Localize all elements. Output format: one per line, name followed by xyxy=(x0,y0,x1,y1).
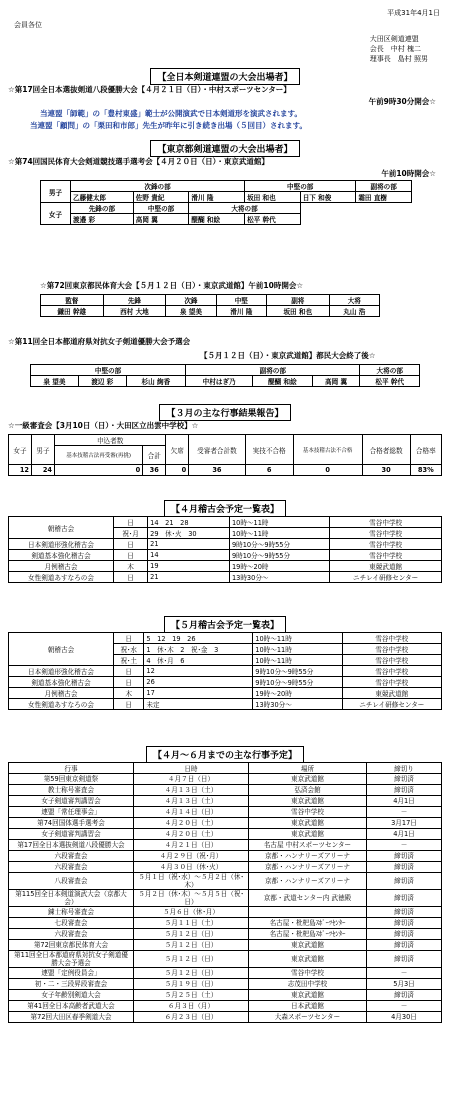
may-title: 【５月稽古会予定一覧表】 xyxy=(0,616,450,633)
schedule-title: 【４月～６月までの主な行事予定】 xyxy=(0,746,450,763)
may-table: 朝稽古会 日 5 12 19 26 10時～11時 雪谷中学校 祝･水 1 休･木 2 祝･金 3 10時～11時 雪谷中学校 祝･土 4 休･月 6 10時～11時 雪谷中学校 日本剣道形強化稽古会 日 12 9時10分～9時55分 雪谷中学校 剣道基本強化稽古会 日 26 9時10分～9時55分 雪谷中学校 月例稽古会 木 17 19時～20時 東競武道館 女性剣道あすなろの会 日 未定 13時30分～ ニチレイ研修センター xyxy=(8,632,442,710)
sec5-title: 【３月の主な行事結果報告】 xyxy=(0,404,450,421)
sec2-table: 男子 次鋒の部 中堅の部 副将の部 乙藤健太郎 佐野 貴紀 滑川 隆 坂田 和也 日下 和俊 霜田 直樹 女子 先鋒の部 中堅の部 大将の部 渡邉 彩 高岡 翼 醍醐 和絵 松平 幹代 xyxy=(40,180,412,225)
addressee: 会員各位 xyxy=(14,21,42,29)
sec2-event: ☆第74回国民体育大会剣道競技選手選考会【４月２０日（日）・東京武道館】 xyxy=(8,157,269,166)
sec1-start: 午前9時30分開会☆ xyxy=(368,97,436,106)
table-row: 教士称号審査会 ４月１３日（土） 弘済会館 締切済 xyxy=(9,785,442,796)
table-row: 女子年齢別剣道大会 ５月２５日（土） 東京武道館 締切済 xyxy=(9,990,442,1001)
women-label: 女子 xyxy=(41,203,71,225)
table-row: 第59回東京剣道祭 ４月７日（日） 東京武道館 締切済 xyxy=(9,774,442,785)
table-row: 第72回東京都民体育大会 ５月１２日（日） 東京武道館 締切済 xyxy=(9,940,442,951)
table-row: 七段審査会 ５月１１日（土） 名古屋・枇杷島ｽﾎﾟｰﾂｾﾝﾀｰ 締切済 xyxy=(9,918,442,929)
sec5-event: ☆一級審査会【3月10日（日）・大田区立出雲中学校】☆ xyxy=(8,421,199,430)
table-row: 女子剣道審判講習会 ４月２０日（土） 東京武道館 4月1日 xyxy=(9,829,442,840)
sec3-event: ☆第72回東京都民体育大会【５月１２日（日）・東京武道館】午前10時開会☆ xyxy=(40,281,304,290)
sec2-start: 午前10時開会☆ xyxy=(381,169,436,178)
table-row: 女子剣道審判講習会 ４月１３日（土） 東京武道館 4月1日 xyxy=(9,796,442,807)
director-name: 理事長 島村 照男 xyxy=(369,55,428,63)
table-row: 連盟「常任理事会」 ４月１４日（日） 雪谷中学校 － xyxy=(9,807,442,818)
table-row: 第72回大田区春季剣道大会 ６月２３日（日） 大森スポーツセンター 4月30日 xyxy=(9,1012,442,1023)
org-name: 大田区剣道連盟 xyxy=(369,35,419,43)
president-name: 会長 中村 槐二 xyxy=(369,45,421,53)
table-row: 六段審査会 ４月３０日（休･火） 京都・ハンナリーズアリーナ 締切済 xyxy=(9,862,442,873)
table-row: 連盟「定例役員会」 ５月１２日（日） 雪谷中学校 － xyxy=(9,968,442,979)
table-row: 第17回全日本選抜剣道八段優勝大会 ４月２１日（日） 名古屋 中村スポーツセンター － xyxy=(9,840,442,851)
table-row: 六段審査会 ４月２９日（祝･月） 京都・ハンナリーズアリーナ 締切済 xyxy=(9,851,442,862)
table-row: 第41回全日本高齢者武道大会 ６月３日（月） 日本武道館 － xyxy=(9,1001,442,1012)
sec4-sub: 【５月１２日（日）・東京武道館】都民大会終了後☆ xyxy=(200,351,376,360)
table-row: 第11回全日本都道府県対抗女子剣道優勝大会予選会 ５月１２日（日） 東京武道館 締切済 xyxy=(9,951,442,968)
table-row: 錬士称号審査会 ５月６日（休･月） 締切済 xyxy=(9,907,442,918)
exam-result-table: 女子 男子 申込者数 欠席 受審者合計数 実技不合格 基本技稽古法不合格 合格者総数 合格率 基本技稽古法再受審(再挑) 合計 12 24 0 36 0 36 6 0 30 83% xyxy=(8,434,442,476)
sec1-event: ☆第17回全日本選抜剣道八段優勝大会【４月２１日（日）・中村スポーツセンター】 xyxy=(8,85,291,94)
table-row: 八段審査会 ５月１日（祝･水）～５月２日（休･木） 京都・ハンナリーズアリーナ 締切済 xyxy=(9,873,442,890)
schedule-table xyxy=(8,762,442,1023)
sec3-table: 監督 先鋒 次鋒 中堅 副将 大将 鎌田 幹雄 西村 大地 泉 望美 滑川 隆 坂田 和也 丸山 浩 xyxy=(40,294,380,317)
april-title: 【４月稽古会予定一覧表】 xyxy=(0,500,450,517)
sec4-table: 中堅の部 副将の部 大将の部 泉 望美 渡辺 彩 杉山 絢香 中村はぎ乃 醍醐 和絵 高岡 翼 松平 幹代 xyxy=(30,364,420,387)
table-row: 六段審査会 ５月１２日（日） 名古屋・枇杷島ｽﾎﾟｰﾂｾﾝﾀｰ 締切済 xyxy=(9,929,442,940)
schedule-head: 行事 日時 場所 締切り xyxy=(9,763,442,774)
sec2-title: 【東京都剣道連盟の大会出場者】 xyxy=(0,140,450,157)
april-table: 朝稽古会 日 14 21 28 10時～11時 雪谷中学校 祝･月 29 休･火 30 10時～11時 雪谷中学校 日本剣道形強化稽古会 日 21 9時10分～9時55分 雪谷中学校 剣道基本強化稽古会 日 14 9時10分～9時55分 雪谷中学校 月例稽古会 木 19 19時～20時 東競武道館 女性剣道あすなろの会 日 21 13時30分～ ニチレイ研修センター xyxy=(8,516,442,583)
sec1-note2: 当連盟「顧問」の「栗田和市郎」先生が昨年に引き続き出場（５回目）されます。 xyxy=(30,121,307,130)
signers xyxy=(370,34,428,64)
table-row: 初・二・三段昇段審査会 ５月１９日（日） 志茂田中学校 5月3日 xyxy=(9,979,442,990)
table-row: 第74回国体選手選考会 ４月２０日（土） 東京武道館 3月17日 xyxy=(9,818,442,829)
sec4-event: ☆第11回全日本都道府県対抗女子剣道優勝大会予選会 xyxy=(8,337,191,346)
sec1-note1: 当連盟「師範」の「豊村東盛」範士が公開演武で日本剣道形を演武されます。 xyxy=(40,109,302,118)
sec1-title: 【全日本剣道連盟の大会出場者】 xyxy=(0,68,450,85)
men-label: 男子 xyxy=(41,181,71,203)
table-row: 第115回全日本剣道演武大会（京都大会） ５月２日（休･木）～５月５日（祝･日） 京都・武道センター内 武徳殿 締切済 xyxy=(9,890,442,907)
document-date: 平成31年4月1日 xyxy=(387,9,440,17)
